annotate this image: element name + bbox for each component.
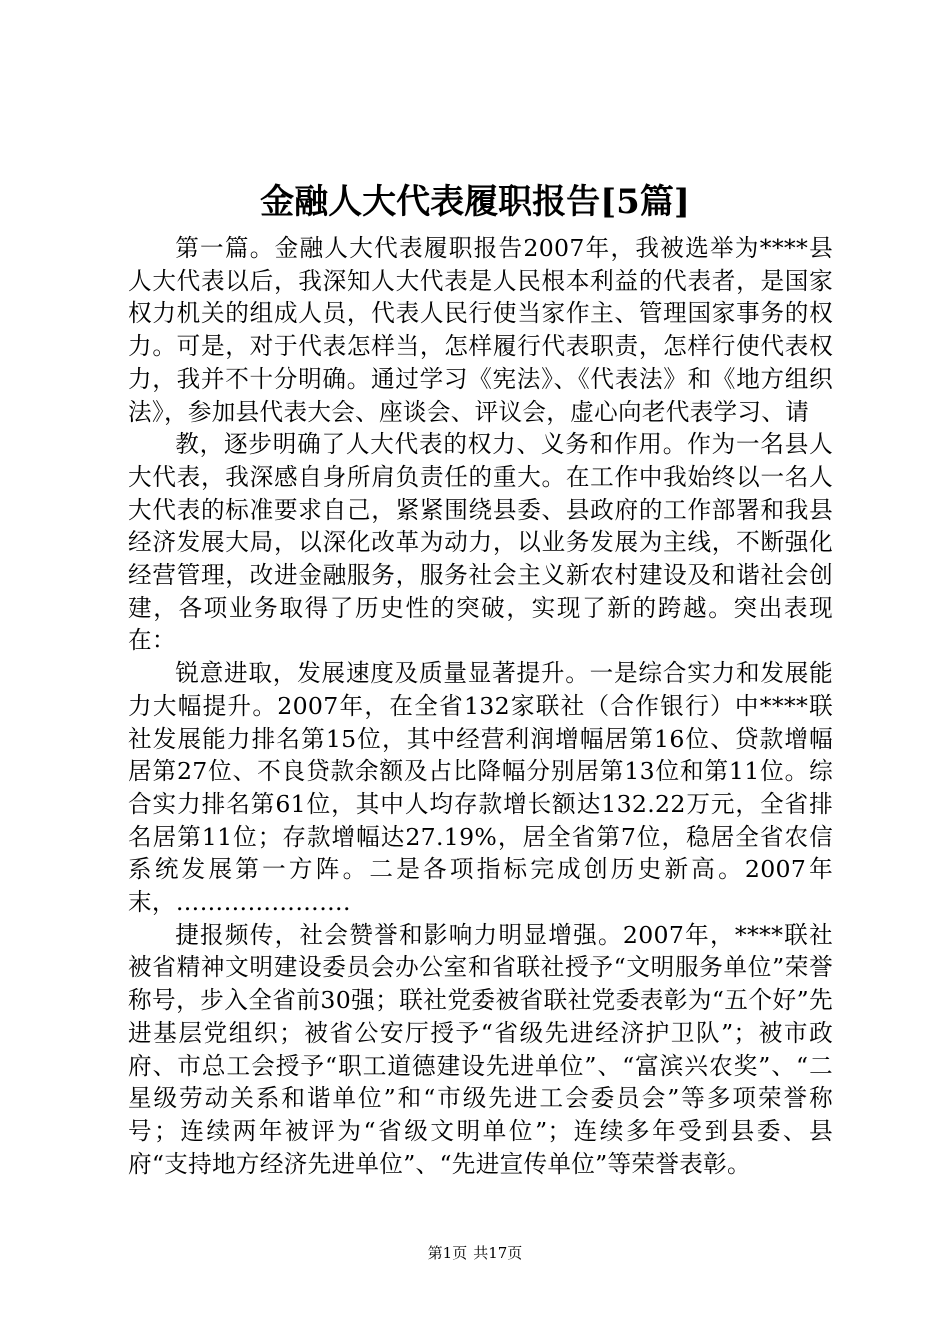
document-body	[128, 232, 833, 1180]
paragraph-3: 锐意进取，发展速度及质量显著提升。一是综合实力和发展能力大幅提升。2007年，在全省132家联社（合作银行）中****联社发展能力排名第15位，其中经营利润增幅居第16位、贷款增幅居第27位、不良贷款余额及占比降幅分别居第13位和第11位。综合实力排名第61位，其中人均存款增长额达132.22万元，全省排名居第11位；存款增幅达27.19%，居全省第7位，稳居全省农信系统发展第一方阵。二是各项指标完成创历史新高。2007年末，………………….	[128, 659, 833, 917]
page-footer	[0, 1243, 950, 1263]
page-total: 共17页	[473, 1244, 523, 1262]
document-title: 金融人大代表履职报告[5篇]	[260, 182, 690, 222]
page-number: 第1页	[427, 1244, 468, 1262]
paragraph-2: 教，逐步明确了人大代表的权力、义务和作用。作为一名县人大代表，我深感自身所肩负责任的重大。在工作中我始终以一名人大代表的标准要求自己，紧紧围绕县委、县政府的工作部署和我县经济发展大局，以深化改革为动力，以业务发展为主线，不断强化经营管理，改进金融服务，服务社会主义新农村建设及和谐社会创建，各项业务取得了历史性的突破，实现了新的跨越。突出表现在：	[128, 430, 833, 655]
paragraph-1: 第一篇。金融人大代表履职报告2007年，我被选举为****县人大代表以后，我深知人大代表是人民根本利益的代表者，是国家权力机关的组成人员，代表人民行使当家作主、管理国家事务的权力。可是，对于代表怎样当，怎样履行代表职责，怎样行使代表权力，我并不十分明确。通过学习《宪法》、《代表法》和《地方组织法》，参加县代表大会、座谈会、评议会，虚心向老代表学习、请	[128, 234, 833, 426]
paragraph-4: 捷报频传，社会赞誉和影响力明显增强。2007年，****联社被省精神文明建设委员会办公室和省联社授予“文明服务单位”荣誉称号，步入全省前30强；联社党委被省联社党委表彰为“五个好”先进基层党组织；被省公安厅授予“省级先进经济护卫队”；被市政府、市总工会授予“职工道德建设先进单位”、“富滨兴农奖”、“二星级劳动关系和谐单位”和“市级先进工会委员会”等多项荣誉称号；连续两年被评为“省级文明单位”；连续多年受到县委、县府“支持地方经济先进单位”、“先进宣传单位”等荣誉表彰。	[128, 920, 833, 1178]
